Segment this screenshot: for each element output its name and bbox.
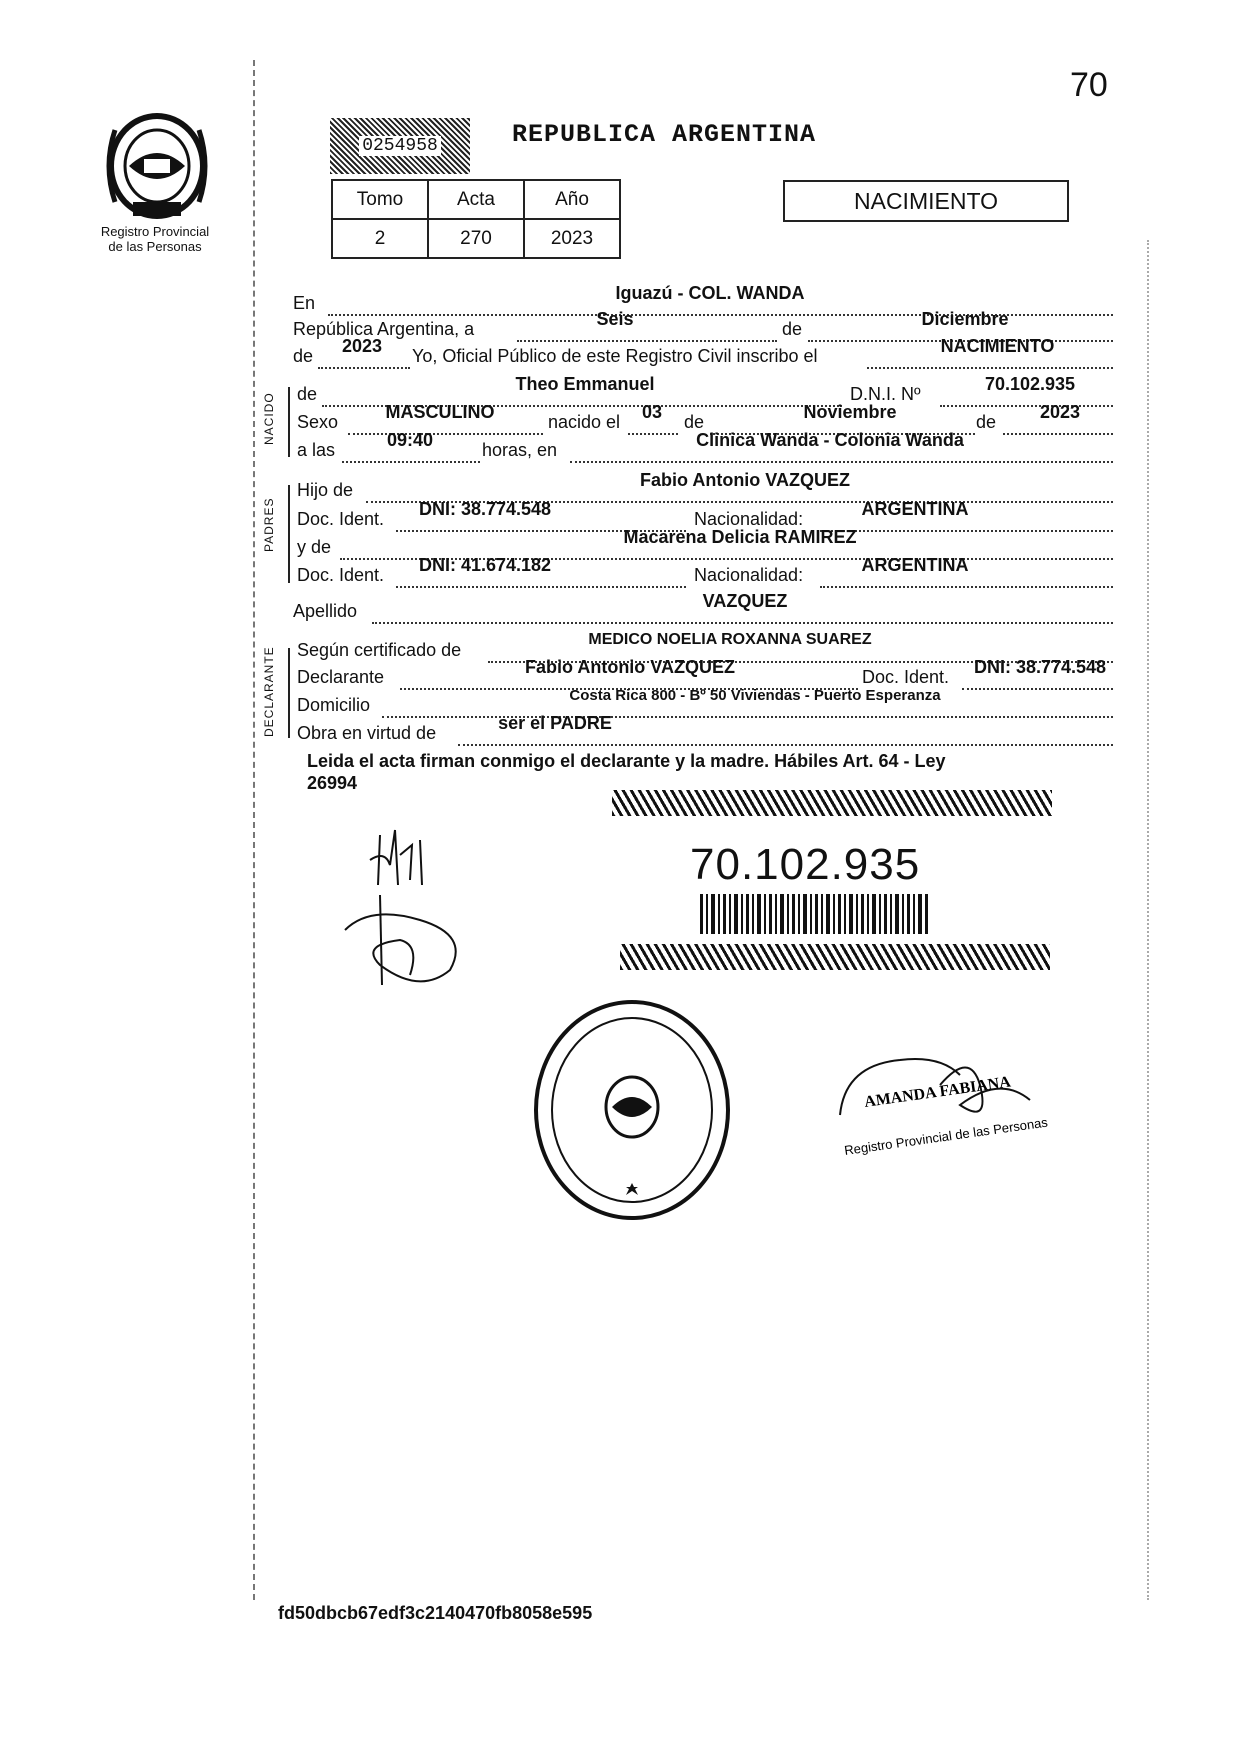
label-de: de — [782, 319, 803, 339]
label-a-las: a las — [297, 440, 336, 460]
registry-header-tomo: Tomo — [332, 180, 428, 219]
value-mes-nac: Noviembre — [803, 402, 897, 422]
value-nombre: Theo Emmanuel — [515, 374, 655, 394]
label-hijo-de: Hijo de — [297, 480, 354, 500]
value-mes: Diciembre — [921, 309, 1009, 329]
label-nacido-el: nacido el — [548, 412, 621, 432]
official-seal — [530, 995, 735, 1225]
label-nacionalidad: Nacionalidad: — [694, 509, 804, 529]
margin-line — [253, 60, 255, 1600]
value-madre-nac: ARGENTINA — [861, 555, 969, 575]
serial-number-box — [330, 118, 470, 174]
registry-value-acta: 270 — [428, 219, 524, 258]
label-de-month: de — [684, 412, 705, 432]
label-apellido: Apellido — [293, 601, 358, 621]
value-declarante: Fabio Antonio VAZQUEZ — [525, 657, 735, 677]
value-madre-doc: DNI: 41.674.182 — [418, 555, 552, 575]
registrar-signature — [830, 1045, 1100, 1170]
value-lugar-nac: Clinica Wanda - Colonia Wanda — [696, 430, 964, 450]
label-yo-oficial: Yo, Oficial Público de este Registro Civil inscribo el — [412, 346, 818, 366]
value-hora: 09:40 — [386, 430, 434, 450]
label-sexo: Sexo — [297, 412, 339, 432]
footer-note — [307, 750, 1127, 794]
value-domicilio: Costa Rica 800 - Bº 50 Viviendas - Puerto Esperanza — [569, 687, 941, 704]
padres-bracket — [288, 485, 290, 583]
label-de-year: de — [293, 346, 314, 366]
value-padre-doc: DNI: 38.774.548 — [418, 499, 552, 519]
registry-value-anio: 2023 — [524, 219, 620, 258]
value-obra: ser el PADRE — [498, 713, 612, 733]
value-madre: Macarena Delicia RAMIREZ — [623, 527, 857, 547]
act-type-box: NACIMIENTO — [783, 180, 1069, 222]
section-label-declarante: DECLARANTE — [262, 646, 276, 737]
logo-caption-line2: de las Personas — [108, 239, 202, 254]
value-anio: 2023 — [341, 336, 383, 356]
label-nacionalidad2: Nacionalidad: — [694, 565, 804, 585]
nacido-bracket — [288, 387, 290, 457]
value-declarante-doc: DNI: 38.774.548 — [973, 657, 1107, 677]
provincial-emblem-logo — [95, 110, 220, 222]
value-anio-nac: 2023 — [1039, 402, 1081, 422]
declarante-bracket — [288, 648, 290, 738]
value-apellido: VAZQUEZ — [702, 591, 788, 611]
registrar-name: AMANDA FABIANA — [863, 1073, 1012, 1111]
label-horas-en: horas, en — [482, 440, 558, 460]
value-sexo: MASCULINO — [385, 402, 495, 422]
section-label-nacido: NACIDO — [262, 392, 276, 445]
value-certificado: MEDICO NOELIA ROXANNA SUAREZ — [588, 631, 872, 648]
label-republica: República Argentina, a — [293, 319, 475, 339]
registry-value-tomo: 2 — [332, 219, 428, 258]
security-stamp-row-bottom — [620, 944, 1050, 970]
value-dia: Seis — [596, 309, 634, 329]
label-y-de: y de — [297, 537, 332, 557]
document-hash: fd50dbcb67edf3c2140470fb8058e595 — [278, 1603, 593, 1623]
label-obra: Obra en virtud de — [297, 723, 437, 743]
registrar-role: Registro Provincial de las Personas — [843, 1114, 1049, 1158]
logo-caption — [70, 224, 240, 254]
label-de-year2: de — [976, 412, 997, 432]
value-padre-nac: ARGENTINA — [861, 499, 969, 519]
label-doc-ident2: Doc. Ident. — [297, 565, 385, 585]
document-title: REPUBLICA ARGENTINA — [512, 120, 817, 149]
page-number: 70 — [1070, 66, 1108, 104]
barcode-icon — [700, 894, 930, 934]
label-segun-certificado: Según certificado de — [297, 640, 462, 660]
registry-header-acta: Acta — [428, 180, 524, 219]
section-label-padres: PADRES — [262, 497, 276, 552]
footer-note-line1: Leida el acta firman conmigo el declarante y la madre. Hábiles Art. 64 - Ley — [307, 751, 946, 771]
value-dia-nac: 03 — [641, 402, 663, 422]
label-en: En — [293, 293, 316, 313]
label-declarante: Declarante — [297, 667, 385, 687]
value-acto: NACIMIENTO — [940, 336, 1055, 356]
registry-header-anio: Año — [524, 180, 620, 219]
logo-caption-line1: Registro Provincial — [100, 224, 210, 239]
right-margin-dots — [1147, 240, 1149, 1600]
label-dni: D.N.I. Nº — [850, 384, 921, 404]
label-de-name: de — [297, 384, 318, 404]
label-doc-ident: Doc. Ident. — [297, 509, 385, 529]
label-domicilio: Domicilio — [297, 695, 371, 715]
serial-number: 0254958 — [359, 136, 441, 156]
value-lugar: Iguazú - COL. WANDA — [615, 283, 805, 303]
value-dni-nacido: 70.102.935 — [984, 374, 1076, 394]
dni-stamp: 70.102.935 — [690, 840, 921, 889]
footer-note-line2: 26994 — [307, 773, 358, 793]
declarant-signature — [340, 825, 475, 990]
value-padre: Fabio Antonio VAZQUEZ — [640, 470, 850, 490]
label-doc-ident3: Doc. Ident. — [862, 667, 950, 687]
registry-table — [331, 179, 621, 259]
security-stamp-row-top — [612, 790, 1052, 816]
